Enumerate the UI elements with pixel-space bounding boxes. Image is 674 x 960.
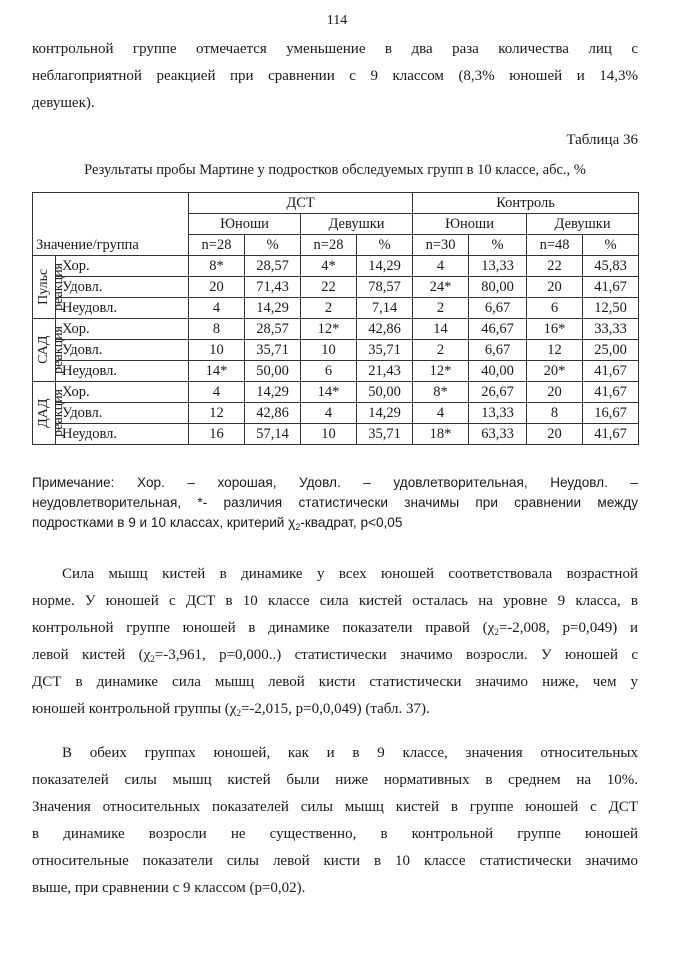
cell: 6,67 [469,298,527,319]
table-row [33,277,639,298]
header-sex: Девушки [301,214,413,235]
cell: 12* [301,319,357,340]
cell: 28,57 [245,256,301,277]
text-line: Сила мышц кистей в динамике у всех юношей соответствовала возрастной [62,566,638,582]
group-label-text: Пульс реакция [36,263,66,311]
cell: 78,57 [357,277,413,298]
group-label-sad [33,319,66,382]
row-label: Хор. [56,319,189,340]
cell: 18* [413,424,469,445]
note-line [32,513,638,533]
note-text: -квадрат, p<0,05 [300,515,403,530]
chi-subscript: 2 [236,708,241,718]
cell: 14* [301,382,357,403]
cell: 4* [301,256,357,277]
cell: 12 [527,340,583,361]
row-label: Неудовл. [56,424,189,445]
header-percent: % [245,235,301,256]
cell: 20* [527,361,583,382]
cell: 50,00 [357,382,413,403]
cell: 63,33 [469,424,527,445]
chi-subscript: 2 [295,522,301,532]
cell: 16 [189,424,245,445]
text-run: =-3,961, p=0,000..) статистически значимо возросли. У юношей с [154,647,638,663]
cell: 16* [527,319,583,340]
cell: 35,71 [357,424,413,445]
row-label: Хор. [56,256,189,277]
cell: 13,33 [469,256,527,277]
cell: 20 [527,277,583,298]
text-line: в динамике возросли не существенно, в контрольной группе юношей [32,826,638,842]
cell: 22 [301,277,357,298]
chi-subscript: 2 [150,654,155,664]
cell: 25,00 [583,340,639,361]
cell: 26,67 [469,382,527,403]
cell: 41,67 [583,361,639,382]
header-row-groups [33,193,639,214]
cell: 2 [413,298,469,319]
cell: 4 [413,256,469,277]
cell: 21,43 [357,361,413,382]
header-dst: ДСТ [189,193,413,214]
martine-test-table [32,192,639,445]
text-line: относительные показатели силы левой кисти в 10 классе статистически значимо [32,853,638,869]
group-label-text: ДАД реакция [36,389,66,437]
cell: 14 [413,319,469,340]
cell: 6 [301,361,357,382]
text-line: норме. У юношей с ДСТ в 10 классе сила кистей осталась на уровне 9 класса, в [32,593,638,609]
group-label-text: САД реакция [36,326,66,374]
cell: 46,67 [469,319,527,340]
header-percent: % [357,235,413,256]
cell: 2 [301,298,357,319]
cell: 8* [189,256,245,277]
intro-paragraph [32,36,638,117]
cell: 14* [189,361,245,382]
cell: 14,29 [357,256,413,277]
cell: 7,14 [357,298,413,319]
table-row [33,403,639,424]
cell: 6,67 [469,340,527,361]
text-line: показателей силы мышц кистей были ниже нормативных в среднем на 10%. [32,772,638,788]
group-label-dad [33,382,66,445]
header-percent: % [583,235,639,256]
cell: 8* [413,382,469,403]
row-label: Удовл. [56,277,189,298]
page-number: 114 [326,13,348,28]
header-n: n=30 [413,235,469,256]
row-label: Удовл. [56,340,189,361]
header-control: Контроль [413,193,639,214]
header-percent: % [469,235,527,256]
cell: 6 [527,298,583,319]
cell: 4 [413,403,469,424]
table-caption: Результаты пробы Мартине у подростков обследуемых групп в 10 классе, абс., % [84,162,586,178]
corner-label: Значение/группа [36,237,139,253]
header-sex: Юноши [413,214,527,235]
cell: 12 [189,403,245,424]
text-line: ДСТ в динамике сила мышц левой кисти статистически значимо ниже, чем у [32,674,638,690]
text-run: юношей контрольной группы (χ [32,701,237,717]
cell: 33,33 [583,319,639,340]
cell: 50,00 [245,361,301,382]
table-row [33,256,639,277]
row-label: Неудовл. [56,298,189,319]
cell: 10 [189,340,245,361]
cell: 80,00 [469,277,527,298]
note-line: неудовлетворительная, *- различия статистически значимы при сравнении между [32,495,638,510]
cell: 40,00 [469,361,527,382]
cell: 4 [189,382,245,403]
cell: 45,83 [583,256,639,277]
cell: 71,43 [245,277,301,298]
row-label: Хор. [56,382,189,403]
group-label-pulse [33,256,66,319]
header-sex: Девушки [527,214,639,235]
cell: 4 [189,298,245,319]
text-line: неблагоприятной реакцией при сравнении с 9 классом (8,3% юношей и 14,3% [32,68,638,84]
text-line [32,696,638,723]
cell: 10 [301,340,357,361]
table-row [33,382,639,403]
row-label: Удовл. [56,403,189,424]
paragraph-relative-strength [32,740,638,902]
cell: 14,29 [357,403,413,424]
corner-cell [33,193,189,256]
header-n: n=28 [301,235,357,256]
table-row [33,424,639,445]
cell: 35,71 [245,340,301,361]
row-label: Неудовл. [56,361,189,382]
table-row [33,298,639,319]
cell: 13,33 [469,403,527,424]
cell: 35,71 [357,340,413,361]
cell: 12* [413,361,469,382]
header-sex: Юноши [189,214,301,235]
cell: 2 [413,340,469,361]
text-line: В обеих группах юношей, как и в 9 классе, значения относительных [62,745,638,761]
cell: 42,86 [357,319,413,340]
cell: 10 [301,424,357,445]
text-run: контрольной группе юношей в динамике показатели правой (χ [32,620,495,636]
cell: 16,67 [583,403,639,424]
text-line: контрольной группе отмечается уменьшение в два раза количества лиц с [32,41,638,57]
cell: 41,67 [583,424,639,445]
cell: 41,67 [583,382,639,403]
cell: 20 [189,277,245,298]
cell: 28,57 [245,319,301,340]
text-line [32,642,638,669]
cell: 4 [301,403,357,424]
cell: 8 [189,319,245,340]
text-run: =-2,008, p=0,049) и [498,620,639,636]
text-line [32,615,638,642]
table-label: Таблица 36 [566,132,638,148]
table-row [33,340,639,361]
cell: 41,67 [583,277,639,298]
chi-subscript: 2 [494,627,499,637]
header-n: n=48 [527,235,583,256]
table-row [33,319,639,340]
cell: 42,86 [245,403,301,424]
text-line: девушек). [32,95,95,111]
note-line: Примечание: Хор. – хорошая, Удовл. – удовлетворительная, Неудовл. – [32,475,638,490]
cell: 14,29 [245,382,301,403]
text-run: =-2,015, p=0,0,049) (табл. 37). [240,701,430,717]
cell: 24* [413,277,469,298]
paragraph-hand-strength [32,561,638,723]
table-note [32,473,638,533]
cell: 8 [527,403,583,424]
cell: 14,29 [245,298,301,319]
cell: 22 [527,256,583,277]
text-run: левой кистей (χ [32,647,151,663]
text-line: Значения относительных показателей силы мышц кистей в группе юношей с ДСТ [32,799,638,815]
cell: 12,50 [583,298,639,319]
header-n: n=28 [189,235,245,256]
text-line: выше, при сравнении с 9 классом (p=0,02). [32,880,306,896]
note-text: подростками в 9 и 10 классах, критерий χ [32,515,296,530]
cell: 57,14 [245,424,301,445]
cell: 20 [527,424,583,445]
table-row [33,361,639,382]
cell: 20 [527,382,583,403]
